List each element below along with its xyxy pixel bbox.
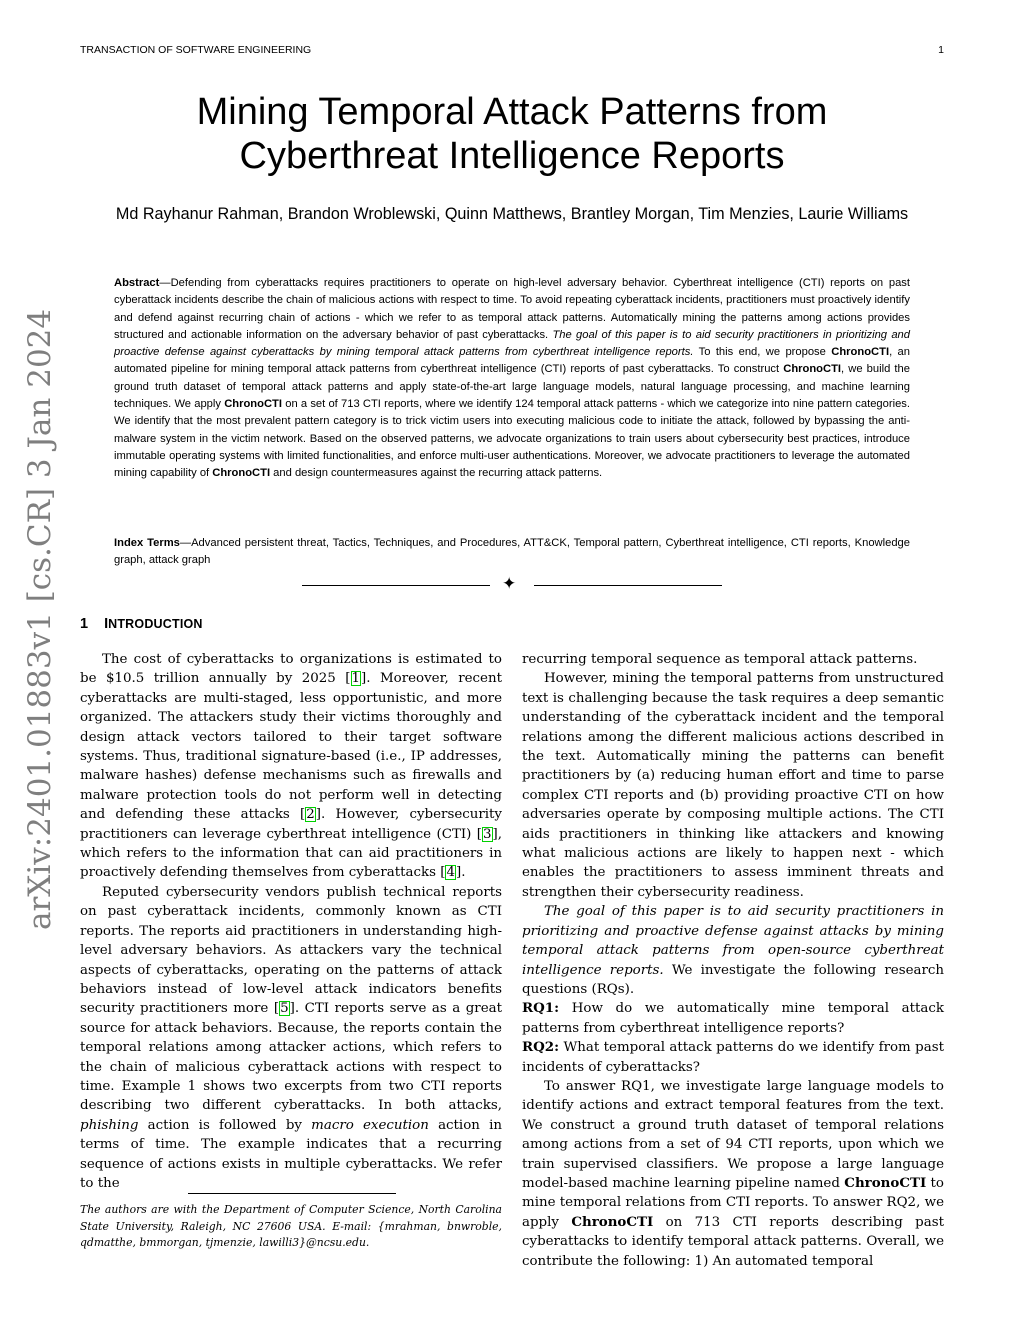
emphasis: phishing (80, 1117, 139, 1133)
text: action is followed by (138, 1117, 312, 1133)
paragraph (80, 883, 502, 1194)
paper-title: Mining Temporal Attack Patterns from Cyberthreat Intelligence Reports (196, 91, 828, 177)
right-column (522, 650, 944, 1271)
emphasis: macro execution (311, 1117, 429, 1133)
text: ]. Moreover, recent cyberattacks are multi-staged, less opportunistic, and more organized. The attackers study their victims thoroughly and design attack vectors tailored to their target software systems. Thus, traditional signature-based (i.e., IP addresses, malware hashes) defense mechanisms such as firewalls and malware protection tools do not perform well in detecting and defending these attacks [ (80, 671, 502, 823)
divider-line (534, 585, 722, 586)
paragraph: recurring temporal sequence as temporal attack patterns. (522, 652, 918, 667)
rq-label: RQ1: (522, 1000, 560, 1017)
text: ]. However, cybersecurity practitioners can leverage cyberthreat intelligence (CTI) [ (80, 807, 502, 842)
tool-name: ChronoCTI (831, 346, 890, 359)
abstract-text: on a set of 713 CTI reports, where we identify 124 temporal attack patterns - which we categorize into nine pattern categories. We identify that the most prevalent pattern category is to trick victim users into executing malicious code to initiate the attack, followed by bypassing the anti-malware system in the victim network. Based on the observed patterns, we advocate organizations to train users about cybersecurity best practices, introduce immutable operating systems with limited functionalities, and enforce multi-user authentications. Moreover, we advocate practitioners to leverage the automated mining capability of (114, 398, 910, 480)
divider-star-icon: ✦ (502, 574, 517, 593)
section-title-rest: NTRODUCTION (108, 617, 203, 631)
rq-label: RQ2: (522, 1039, 560, 1056)
tool-name: ChronoCTI (844, 1174, 927, 1191)
tool-name: ChronoCTI (571, 1213, 654, 1230)
text: ]. CTI reports serve as a great source for attack behaviors. Because, the reports contain the temporal relations among attacker actions, which refers to the chain of malicious cyberattack actions with respect to time. Example 1 shows two excerpts from two CTI reports describing two different cyberattacks. In both attacks, (80, 1001, 503, 1114)
rq-text: What temporal attack patterns do we identify from past incidents of cyberattacks? (522, 1040, 944, 1075)
citation-link[interactable]: 4 (446, 865, 455, 881)
abstract-label: Abstract (114, 277, 160, 289)
abstract-text: , we build the ground truth dataset of temporal attack patterns and apply state-of-the-art large language models, natural language processing, and machine learning techniques. We apply (114, 363, 910, 411)
section-number: 1 (80, 616, 89, 632)
index-terms-text: —Advanced persistent threat, Tactics, Techniques, and Procedures, ATT&CK, Temporal pattern, Cyberthreat intelligence, CTI reports, Knowledge graph, attack graph (114, 537, 910, 567)
text: ]. (455, 865, 466, 881)
text: To answer RQ1, we investigate large language models to identify actions and extract temporal features from the text. We construct a ground truth dataset of temporal relations among actions from a set of 94 CTI reports, upon which we train supervised classifiers. We propose a large language model-based machine learning pipeline named (522, 1078, 944, 1191)
abstract (114, 275, 910, 483)
section-heading (80, 616, 203, 632)
section-divider (302, 576, 722, 596)
abstract-text: , an automated pipeline for mining temporal attack patterns from cyberthreat intelligence (CTI) reports of past cyberattacks. To construct (114, 346, 910, 376)
citation-link[interactable]: 1 (351, 671, 361, 687)
rq-text: How do we automatically mine temporal attack patterns from cyberthreat intelligence reports? (522, 1001, 944, 1036)
paragraph: However, mining the temporal patterns from unstructured text is challenging because the task requires a deep semantic understanding of the cyberattack incident and the temporal relations among the different malicious actions described in the text. Automatically mining the patterns can benefit practitioners by (a) reducing human effort and time to parse complex CTI reports and (b) providing proactive CTI on how adversaries operate by composing multiple actions. The CTI aids practitioners in thinking like attackers and knowing what malicious actions are likely to happen next - which enables the practitioners to assess imminent threats and strengthen their cybersecurity readiness. (522, 671, 944, 900)
tool-name: ChronoCTI (224, 398, 282, 411)
abstract-goal: The goal of this paper is to aid security practitioners in prioritizing and proactive defense against cyberattacks by mining temporal attack patterns from cyberthreat intelligence reports. (114, 328, 910, 359)
citation-link[interactable]: 2 (306, 807, 315, 823)
footnote: The authors are with the Department of Computer Science, North Carolina State University, Raleigh, NC 27606 USA. E-mail: {mrahman, bnwroble, qdmatthe, bmmorgan, tjmenzie, lawilli3}@ncsu.edu. (80, 1203, 502, 1250)
citation-link[interactable]: 5 (280, 1001, 289, 1017)
arxiv-stamp[interactable]: arXiv:2401.01883v1 [cs.CR] 3 Jan 2024 (22, 308, 58, 930)
citation-link[interactable]: 3 (482, 826, 492, 842)
abstract-text: To this end, we propose (693, 346, 832, 359)
journal-name: TRANSACTION OF SOFTWARE ENGINEERING (80, 44, 312, 56)
divider-line (302, 585, 490, 586)
paragraph (80, 650, 502, 883)
index-terms-label: Index Terms (114, 537, 180, 549)
paragraph (522, 902, 944, 999)
research-question (522, 1038, 944, 1077)
paragraph (522, 1077, 944, 1271)
index-terms (114, 535, 910, 570)
text: to mine temporal relations from CTI reports. To answer RQ2, we apply (522, 1175, 944, 1230)
tool-name: ChronoCTI (783, 363, 842, 376)
text: We investigate the following research questions (RQs). (522, 962, 944, 997)
goal-statement: The goal of this paper is to aid security practitioners in prioritizing and proactive defense against attacks by mining temporal attack patterns from open-source cyberthreat intelligence reports. (522, 904, 944, 978)
text: ], which refers to the information that can aid practitioners in proactively defending themselves from cyberattacks [ (80, 826, 502, 881)
page-number: 1 (938, 44, 944, 56)
author-list: Md Rayhanur Rahman, Brandon Wroblewski, Quinn Matthews, Brantley Morgan, Tim Menzies, Laurie Williams (115, 205, 909, 223)
text: Reputed cybersecurity vendors publish technical reports on past cyberattack incidents, commonly known as CTI reports. The reports aid practitioners in understanding high-level adversary behaviors. As attackers vary the technical aspects of cyberattacks, operating on the patterns of attack behaviors instead of low-level attack indicators benefits security practitioners more [ (80, 884, 502, 1017)
research-question (522, 999, 944, 1038)
text: action in terms of time. The example indicates that a recurring sequence of actions exists in multiple cyberattacks. We refer to the (80, 1117, 502, 1191)
running-header (80, 44, 944, 60)
abstract-text: and design countermeasures against the recurring attack patterns. (270, 467, 603, 480)
text: The cost of cyberattacks to organizations is estimated to be $10.5 trillion annually by 2025 [ (80, 652, 502, 687)
section-title-initial: I (104, 616, 109, 632)
text: on 713 CTI reports describing past cyberattacks to identify temporal attack patterns. Overall, we contribute the following: 1) An automated temporal (522, 1214, 944, 1269)
tool-name: ChronoCTI (212, 467, 271, 480)
left-column (80, 650, 502, 1193)
footnote-rule (188, 1193, 396, 1194)
abstract-text: —Defending from cyberattacks requires practitioners to operate on high-level adversary behavior. Cyberthreat intelligence (CTI) reports on past cyberattack incidents describe the chain of malicious actions with respect to time. To avoid repeating cyberattack incidents, practitioners must proactively identify and defend against recurring chain of actions - which we refer to as temporal attack patterns. Automatically mining the patterns among actions provides structured and actionable information on the adversary behavior of past cyberattacks. (114, 277, 910, 341)
